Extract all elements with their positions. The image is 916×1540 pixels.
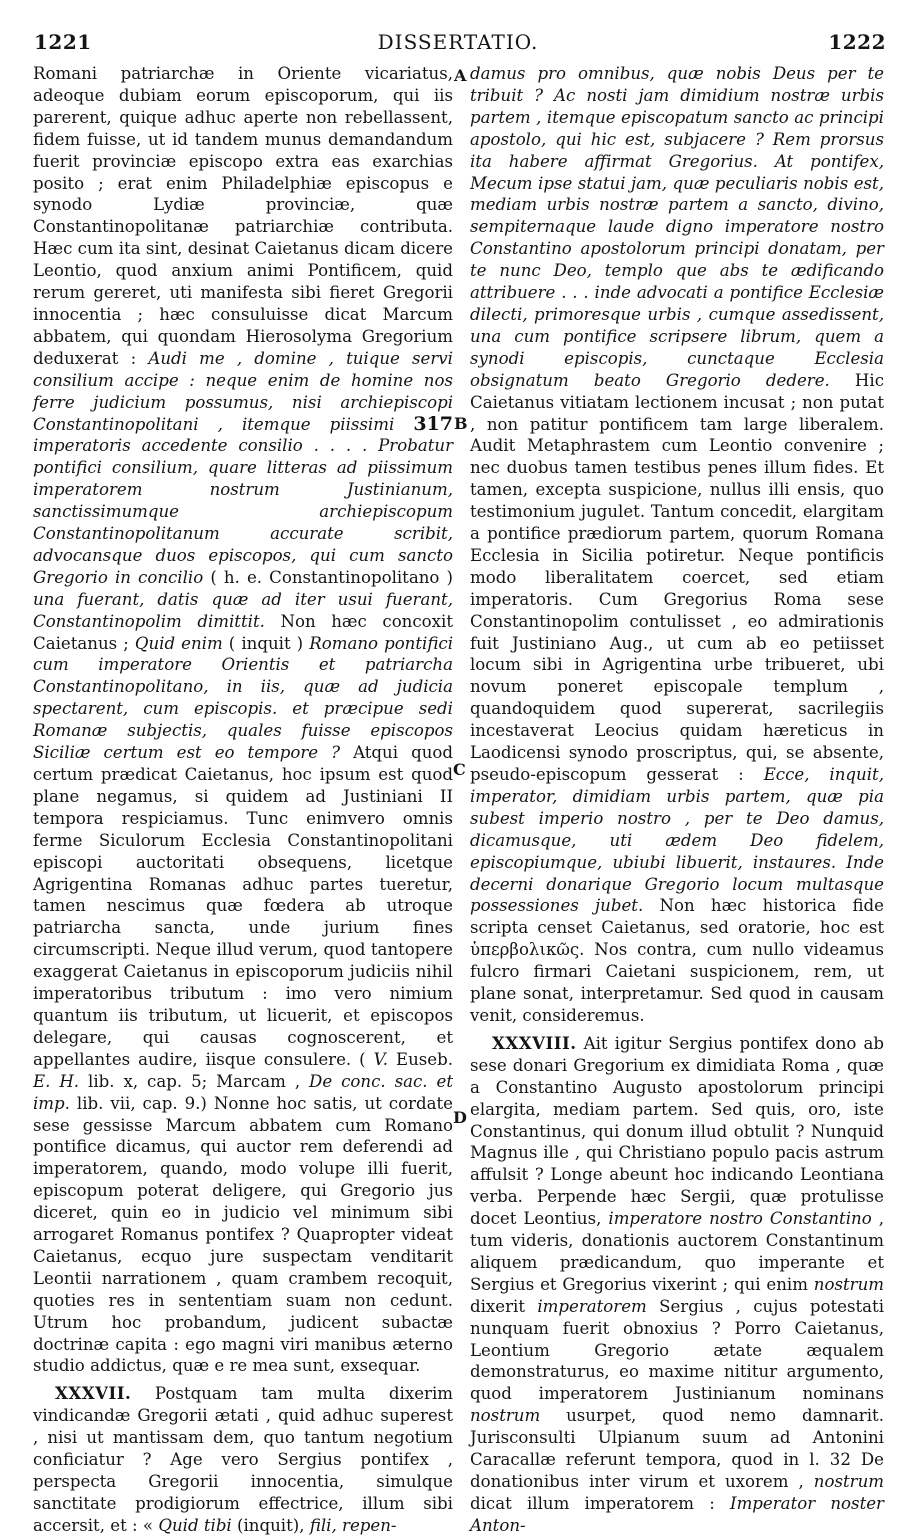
margin-marker-a: A xyxy=(454,66,467,85)
text-segment: dicat illum imperatorem : xyxy=(470,1493,731,1513)
section-label: XXXVII. xyxy=(55,1383,132,1404)
italic-segment: E. H. xyxy=(33,1071,80,1091)
text-segment: Euseb. xyxy=(387,1049,453,1069)
margin-marker-b: B xyxy=(454,414,468,433)
text-segment: Romani patriarchæ in Oriente vicariatus, adeoque dubiam eorum episcoporum, qui iis parerent, quique adhuc aperte non rebellassent, fidem fuisse, ut id tandem munus demandandum fuerit provinciæ episcopo extra eas exarchias posito ; erat enim Philadelphiæ episcopus e synodo Lydiæ provinciæ, quæ Constantinopolitanæ patriarchiæ contributa. Hæc cum ita sint, desinat Caietanus dicam dicere Leontio, quod anxium animi Pontificem, quid rerum gereret, uti manifesta sibi fieret Gregorii innocentia ; hæc consuluisse dicat Marcum abbatem, qui quondam Hierosolyma Gregorium deduxerat : xyxy=(33,64,453,368)
left-paragraph-2 xyxy=(33,1383,453,1536)
text-segment: Non hæc concoxit Caietanus ; xyxy=(33,611,453,653)
running-title: DISSERTATIO. xyxy=(377,30,539,54)
right-paragraph-1 xyxy=(470,63,884,1027)
text-segment: , tum videris, donationis auctorem Constantinum aliquem prædicandum, quo imperante et Sergius et Gregorius vixerint ; qui enim xyxy=(470,1209,884,1294)
italic-segment: V. xyxy=(373,1049,388,1069)
text-segment: (inquit), xyxy=(231,1515,310,1535)
italic-segment: Imperator noster Anton- xyxy=(470,1493,884,1535)
right-paragraph-2 xyxy=(470,1033,884,1537)
text-segment: ( h. e. Constantinopolitano ) xyxy=(210,567,453,587)
margin-marker-c: C xyxy=(453,760,466,779)
italic-segment: Ecce, inquit, imperator, dimidiam urbis partem, quæ pia subest imperio nostro , per te Deo damus, dicamusque, uti ædem Deo fidelem, episcopiumque, ubiubi libuerit, instaures. Inde decerni donarique Gregorio locum multasque possessiones jubet. xyxy=(470,765,884,916)
left-column xyxy=(33,63,453,1537)
italic-segment: Quid enim xyxy=(134,633,223,653)
italic-segment: damus pro omnibus, quæ nobis Deus per te tribuit ? Ac nosti jam dimidium nostræ urbis partem , itemque episcopatum sancto ac principi apostolo, qui hic est, subjacere ? Rem prorsus ita habere affirmat Gregorius. At pontifex, Mecum ipse statui jam, quæ peculiaris nobis est, mediam urbis nostræ partem a sancto, divino, sempiternaque laude digno imperatore nostro Constantino apostolorum principi donatam, per te nunc Deo, templo que abs te ædificando attribuere . . . inde advocati a pontifice Ecclesiæ dilecti, primoresque urbis , cumque assedissent, una cum pontifice scripsere librum, quem a synodi episcopis, cunctaque Ecclesia obsignatum beato Gregorio dedere. xyxy=(470,64,884,390)
italic-segment: fili, repen- xyxy=(309,1515,397,1535)
page-header xyxy=(0,0,916,60)
text-segment: lib. x, cap. 5; Marcam , xyxy=(79,1071,310,1091)
italic-segment: De conc. sac. et imp. xyxy=(33,1071,453,1113)
text-segment: Postquam tam multa dixerim vindicandæ Gregorii ætati , quid adhuc superest , nisi ut mantissam dem, quo tantum negotium conficiatur ? Age vero Sergius pontifex , perspecta Gregorii innocentia, simulque sanctitate prodigiorum effectrice, illum sibi accersit, et : « xyxy=(33,1384,453,1535)
italic-segment: imperatoris accedente consilio . . . . Probatur pontifici consilium, quare litteras ad piissimum imperatorem nostrum Justinianum, sanctissimumque archiepiscopum Constantinopolitanum accurate scribit, advocansque duos episcopos, qui cum sancto Gregorio in concilio xyxy=(33,436,453,587)
text-segment: lib. vii, cap. 9.) Nonne hoc satis, ut cordate sese gessisse Marcum abbatem cum Romano pontifice dicamus, qui auctor rem deferendi ad imperatorem, quando, modo volupe illi fuerit, episcopum poterat deligere, qui Gregorio jus diceret, quin eo in judicio vel minimum sibi arrogaret Romanus pontifex ? Quapropter videat Caietanus, ecquo jure suspectam venditarit Leontii narrationem , quam crambem recoquit, quoties res in sententiam suam non cedunt. Utrum hoc probandum, judicent subactæ doctrinæ capita : ego magni viri manibus æterno studio addictus, quæ e re mea sunt, exsequar. xyxy=(33,1093,453,1376)
text-segment: Non hæc historica fide scripta censet Caietanus, sed oratorie, hoc est ὑπερβολικῶς. Nos contra, cum nullo videamus fulcro firmari Caietani suspicionem, rem, ut plane sonat, interpretamur. Sed quod in causam venit, consideremus. xyxy=(470,896,884,1025)
italic-segment: nostrum xyxy=(813,1472,884,1491)
text-segment: Atqui quod certum prædicat Caietanus, hoc ipsum est quod plane negamus, si quidem ad Justiniani II tempora respiciamus. Tunc enimvero omnis ferme Siculorum Ecclesia Constantinopolitani episcopi auctoritati obsequens, licetque Agrigentina Romanas adhuc partes tueretur, tamen nescimus quæ fœdera ab utroque patriarcha sancta, unde jurium fines circumscripti. Neque illud verum, quod tantopere exaggerat Caietanus in episcoporum judiciis nihil imperatoribus tributum : imo vero nimium quantum iis tributum, ut licuerit, et episcopos delegare, qui causas cognoscerent, et appellantes audire, iisque consulere. ( xyxy=(33,743,453,1069)
text-segment: Hic Caietanus vitiatam lectionem incusat ; non putat , non patitur pontificem tam large liberalem. Audit Metaphrastem cum Leontio convenire ; nec duobus tamen testibus penes illum fides. Et tamen, excepta suspicione, nullus illi ensis, quo testimonium jugulet. Tantum concedit, elargitam a pontifice prædiorum partem, quorum Romana Ecclesia in Sicilia potiretur. Neque pontificis modo liberalitatem coercet, sed etiam imperatoris. Cum Gregorius Roma sese Constantinopolim contulisset , eo admirationis fuit Justiniano Aug., ut cum ab eo petiisset locum sibi in Agrigentina urbe tribueret, ubi novum poneret episcopale templum , quandoquidem quod supererat, sacrilegiis incestaverat Leocius quidam hæreticus in Laodicensi synodo proscriptus, qui, se absente, pseudo-episcopum gesserat : xyxy=(470,370,884,784)
page-number-left: 1221 xyxy=(34,30,92,54)
original-page-number: 317 xyxy=(413,412,453,435)
margin-marker-d: D xyxy=(453,1108,467,1127)
text-segment: dixerit xyxy=(470,1296,538,1316)
italic-segment: nostrum xyxy=(470,1406,541,1426)
italic-segment: Quid tibi xyxy=(158,1515,232,1535)
section-label: XXXVIII. xyxy=(492,1032,577,1053)
text-segment: Sergius , cujus potestati nunquam fuerit obnoxius ? Porro Caietanus, Leontium Gregorio ætate æqualem demonstraturus, eo maxime nititur argumento, quod imperatorem Justinianum nominans xyxy=(470,1296,885,1404)
italic-segment: Audi me , domine , tuique servi consilium accipe : neque enim de homine nos ferre judicium possumus, nisi archiepiscopi Constantinopolitani , itemque piissimi xyxy=(33,348,453,434)
italic-segment: Romano pontifici cum imperatore Orientis et patriarcha Constantinopolitano, in iis, quæ ad judicia spectarent, cum episcopis. et præcipue sedi Romanæ subjectis, quales fuisse episcopos Siciliæ certum est eo tempore ? xyxy=(33,633,454,763)
italic-segment: imperatore nostro Constantino xyxy=(608,1209,872,1229)
italic-segment: imperatorem xyxy=(537,1296,647,1316)
page-number-right: 1222 xyxy=(828,30,886,54)
left-paragraph-1 xyxy=(33,63,453,1377)
italic-segment: una fuerant, datis quæ ad iter usui fuerant, Constantinopolim dimittit. xyxy=(33,589,453,631)
text-segment: ( inquit ) xyxy=(222,633,310,653)
text-segment: usurpet, quod nemo damnarit. Jurisconsulti Ulpianum suum ad Antonini Caracallæ referunt tempora, quod in l. 32 De donationibus inter virum et uxorem , xyxy=(470,1406,884,1491)
text-segment: Ait igitur Sergius pontifex dono ab sese donari Gregorium ex dimidiata Roma , quæ a Constantino Augusto apostolorum principi elargita, mediam partem. Sed quis, oro, iste Constantinus, qui donum illud obtulit ? Nunquid Magnus ille , qui Christiano populo pacis astrum affulsit ? Longe abeunt hoc indicando Leontiana verba. Perpende hæc Sergii, quæ protulisse docet Leontius, xyxy=(470,1033,884,1229)
italic-segment: nostrum xyxy=(813,1274,884,1294)
right-column xyxy=(470,63,884,1537)
